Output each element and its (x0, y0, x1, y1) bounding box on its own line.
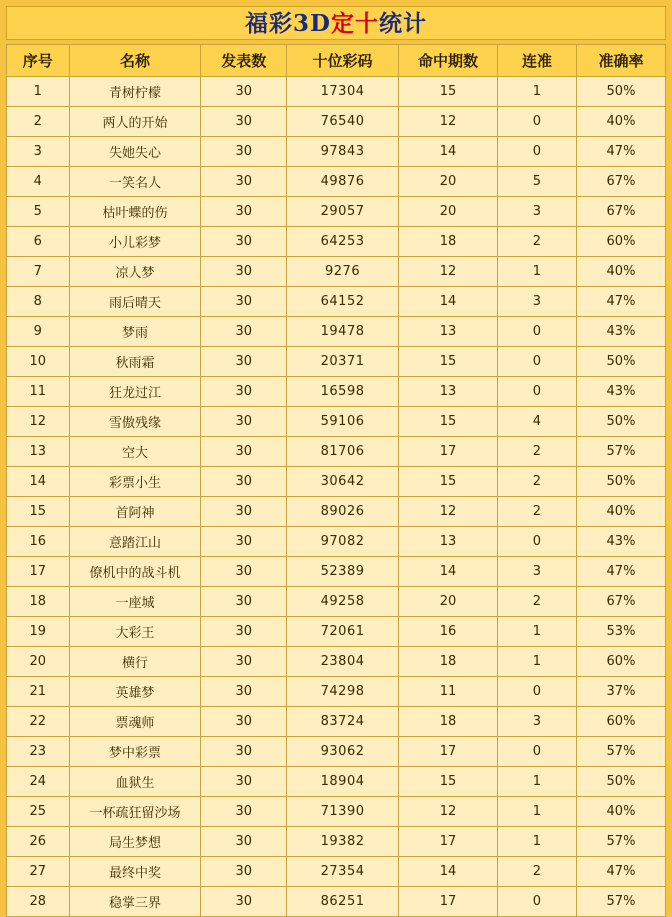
cell-name: 稳掌三界 (69, 887, 201, 917)
cell-streak: 0 (497, 677, 576, 707)
cell-publish-count: 30 (201, 677, 287, 707)
cell-name: 枯叶蝶的伤 (69, 197, 201, 227)
cell-tens-code: 86251 (287, 887, 399, 917)
table-row (7, 857, 666, 887)
cell-hit-periods: 18 (399, 227, 498, 257)
column-header-streak: 连准 (497, 45, 576, 77)
cell-index: 2 (7, 107, 70, 137)
cell-publish-count: 30 (201, 407, 287, 437)
cell-streak: 0 (497, 737, 576, 767)
table-row (7, 587, 666, 617)
cell-index: 11 (7, 377, 70, 407)
cell-tens-code: 49876 (287, 167, 399, 197)
page-title (245, 9, 427, 37)
cell-tens-code: 64253 (287, 227, 399, 257)
cell-tens-code: 74298 (287, 677, 399, 707)
table-row (7, 827, 666, 857)
cell-hit-periods: 15 (399, 467, 498, 497)
column-header-publish-count: 发表数 (201, 45, 287, 77)
column-header-tens-code: 十位彩码 (287, 45, 399, 77)
cell-hit-periods: 14 (399, 557, 498, 587)
cell-hit-periods: 17 (399, 827, 498, 857)
cell-publish-count: 30 (201, 137, 287, 167)
cell-streak: 2 (497, 497, 576, 527)
cell-streak: 0 (497, 377, 576, 407)
cell-accuracy: 50% (576, 407, 665, 437)
table-row (7, 257, 666, 287)
cell-publish-count: 30 (201, 257, 287, 287)
cell-tens-code: 27354 (287, 857, 399, 887)
cell-index: 17 (7, 557, 70, 587)
cell-publish-count: 30 (201, 557, 287, 587)
cell-accuracy: 43% (576, 377, 665, 407)
table-row (7, 737, 666, 767)
cell-name: 狂龙过江 (69, 377, 201, 407)
cell-tens-code: 18904 (287, 767, 399, 797)
title-prefix: 福彩3D (245, 9, 331, 37)
cell-accuracy: 50% (576, 467, 665, 497)
cell-accuracy: 67% (576, 587, 665, 617)
cell-tens-code: 30642 (287, 467, 399, 497)
cell-name: 票魂师 (69, 707, 201, 737)
cell-publish-count: 30 (201, 767, 287, 797)
cell-index: 10 (7, 347, 70, 377)
cell-accuracy: 40% (576, 797, 665, 827)
cell-index: 3 (7, 137, 70, 167)
table-row (7, 467, 666, 497)
cell-accuracy: 50% (576, 767, 665, 797)
cell-index: 18 (7, 587, 70, 617)
cell-streak: 5 (497, 167, 576, 197)
cell-hit-periods: 16 (399, 617, 498, 647)
cell-hit-periods: 12 (399, 797, 498, 827)
cell-tens-code: 29057 (287, 197, 399, 227)
cell-tens-code: 71390 (287, 797, 399, 827)
cell-accuracy: 60% (576, 227, 665, 257)
cell-accuracy: 40% (576, 257, 665, 287)
cell-streak: 4 (497, 407, 576, 437)
cell-name: 意踏江山 (69, 527, 201, 557)
cell-tens-code: 23804 (287, 647, 399, 677)
cell-publish-count: 30 (201, 77, 287, 107)
cell-hit-periods: 12 (399, 257, 498, 287)
cell-streak: 2 (497, 857, 576, 887)
cell-name: 雨后晴天 (69, 287, 201, 317)
table-row (7, 707, 666, 737)
cell-hit-periods: 17 (399, 737, 498, 767)
cell-accuracy: 57% (576, 827, 665, 857)
table-row (7, 197, 666, 227)
cell-accuracy: 53% (576, 617, 665, 647)
cell-accuracy: 60% (576, 647, 665, 677)
cell-accuracy: 67% (576, 167, 665, 197)
cell-streak: 1 (497, 257, 576, 287)
table-body (7, 77, 666, 917)
cell-tens-code: 97082 (287, 527, 399, 557)
cell-name: 一杯疏狂留沙场 (69, 797, 201, 827)
cell-hit-periods: 12 (399, 497, 498, 527)
cell-hit-periods: 13 (399, 317, 498, 347)
cell-index: 27 (7, 857, 70, 887)
cell-publish-count: 30 (201, 437, 287, 467)
cell-index: 23 (7, 737, 70, 767)
cell-hit-periods: 17 (399, 437, 498, 467)
cell-streak: 0 (497, 137, 576, 167)
table-row (7, 287, 666, 317)
cell-name: 一笑名人 (69, 167, 201, 197)
cell-tens-code: 49258 (287, 587, 399, 617)
table-row (7, 497, 666, 527)
cell-index: 15 (7, 497, 70, 527)
title-suffix: 统计 (378, 9, 427, 37)
cell-streak: 0 (497, 887, 576, 917)
cell-streak: 2 (497, 227, 576, 257)
cell-name: 小儿彩梦 (69, 227, 201, 257)
cell-publish-count: 30 (201, 827, 287, 857)
cell-tens-code: 72061 (287, 617, 399, 647)
cell-publish-count: 30 (201, 887, 287, 917)
cell-index: 5 (7, 197, 70, 227)
cell-streak: 1 (497, 827, 576, 857)
cell-hit-periods: 20 (399, 167, 498, 197)
cell-index: 6 (7, 227, 70, 257)
cell-tens-code: 93062 (287, 737, 399, 767)
cell-tens-code: 17304 (287, 77, 399, 107)
cell-streak: 1 (497, 617, 576, 647)
cell-name: 雪傲残缘 (69, 407, 201, 437)
table-row (7, 317, 666, 347)
cell-hit-periods: 20 (399, 587, 498, 617)
cell-hit-periods: 17 (399, 887, 498, 917)
cell-publish-count: 30 (201, 197, 287, 227)
table-row (7, 437, 666, 467)
cell-hit-periods: 13 (399, 377, 498, 407)
cell-index: 25 (7, 797, 70, 827)
cell-streak: 0 (497, 347, 576, 377)
cell-publish-count: 30 (201, 797, 287, 827)
table-header (7, 45, 666, 77)
cell-tens-code: 59106 (287, 407, 399, 437)
cell-name: 最终中奖 (69, 857, 201, 887)
table-row (7, 767, 666, 797)
cell-index: 26 (7, 827, 70, 857)
cell-tens-code: 97843 (287, 137, 399, 167)
cell-name: 局生梦想 (69, 827, 201, 857)
cell-publish-count: 30 (201, 587, 287, 617)
table-row (7, 77, 666, 107)
cell-name: 首阿神 (69, 497, 201, 527)
cell-accuracy: 57% (576, 737, 665, 767)
cell-accuracy: 43% (576, 317, 665, 347)
table-row (7, 347, 666, 377)
table-row (7, 227, 666, 257)
cell-index: 20 (7, 647, 70, 677)
cell-name: 梦雨 (69, 317, 201, 347)
cell-index: 13 (7, 437, 70, 467)
table-header-row (7, 45, 666, 77)
cell-index: 22 (7, 707, 70, 737)
cell-accuracy: 57% (576, 887, 665, 917)
cell-streak: 3 (497, 197, 576, 227)
cell-streak: 0 (497, 317, 576, 347)
cell-publish-count: 30 (201, 227, 287, 257)
cell-publish-count: 30 (201, 467, 287, 497)
cell-publish-count: 30 (201, 347, 287, 377)
cell-name: 血狱生 (69, 767, 201, 797)
cell-hit-periods: 20 (399, 197, 498, 227)
cell-name: 两人的开始 (69, 107, 201, 137)
cell-streak: 1 (497, 767, 576, 797)
cell-index: 1 (7, 77, 70, 107)
column-header-accuracy: 准确率 (576, 45, 665, 77)
cell-streak: 0 (497, 527, 576, 557)
cell-hit-periods: 15 (399, 407, 498, 437)
cell-publish-count: 30 (201, 167, 287, 197)
cell-publish-count: 30 (201, 317, 287, 347)
cell-name: 横行 (69, 647, 201, 677)
cell-index: 12 (7, 407, 70, 437)
cell-name: 凉人梦 (69, 257, 201, 287)
cell-hit-periods: 11 (399, 677, 498, 707)
cell-name: 僚机中的战斗机 (69, 557, 201, 587)
cell-streak: 1 (497, 797, 576, 827)
cell-publish-count: 30 (201, 617, 287, 647)
cell-hit-periods: 14 (399, 287, 498, 317)
cell-tens-code: 89026 (287, 497, 399, 527)
cell-tens-code: 16598 (287, 377, 399, 407)
table-row (7, 677, 666, 707)
cell-name: 秋雨霜 (69, 347, 201, 377)
cell-accuracy: 57% (576, 437, 665, 467)
cell-tens-code: 64152 (287, 287, 399, 317)
table-row (7, 137, 666, 167)
cell-name: 一座城 (69, 587, 201, 617)
column-header-hit-periods: 命中期数 (399, 45, 498, 77)
cell-index: 19 (7, 617, 70, 647)
cell-streak: 3 (497, 557, 576, 587)
cell-index: 28 (7, 887, 70, 917)
cell-accuracy: 50% (576, 347, 665, 377)
cell-hit-periods: 15 (399, 347, 498, 377)
column-header-name: 名称 (69, 45, 201, 77)
cell-accuracy: 67% (576, 197, 665, 227)
cell-accuracy: 37% (576, 677, 665, 707)
cell-hit-periods: 18 (399, 647, 498, 677)
table-row (7, 407, 666, 437)
table-row (7, 107, 666, 137)
cell-publish-count: 30 (201, 857, 287, 887)
cell-index: 7 (7, 257, 70, 287)
cell-tens-code: 52389 (287, 557, 399, 587)
cell-accuracy: 47% (576, 137, 665, 167)
cell-index: 8 (7, 287, 70, 317)
cell-hit-periods: 15 (399, 767, 498, 797)
cell-accuracy: 43% (576, 527, 665, 557)
cell-tens-code: 20371 (287, 347, 399, 377)
cell-hit-periods: 13 (399, 527, 498, 557)
cell-streak: 1 (497, 77, 576, 107)
cell-accuracy: 60% (576, 707, 665, 737)
table-row (7, 527, 666, 557)
cell-hit-periods: 14 (399, 137, 498, 167)
cell-publish-count: 30 (201, 287, 287, 317)
cell-publish-count: 30 (201, 737, 287, 767)
cell-index: 14 (7, 467, 70, 497)
table-row (7, 167, 666, 197)
cell-name: 青树柠檬 (69, 77, 201, 107)
cell-tens-code: 81706 (287, 437, 399, 467)
cell-streak: 3 (497, 287, 576, 317)
cell-hit-periods: 14 (399, 857, 498, 887)
cell-publish-count: 30 (201, 527, 287, 557)
cell-accuracy: 40% (576, 107, 665, 137)
table-row (7, 377, 666, 407)
cell-streak: 2 (497, 467, 576, 497)
cell-publish-count: 30 (201, 647, 287, 677)
table-row (7, 797, 666, 827)
cell-streak: 3 (497, 707, 576, 737)
cell-name: 英雄梦 (69, 677, 201, 707)
cell-streak: 0 (497, 107, 576, 137)
cell-accuracy: 47% (576, 857, 665, 887)
cell-accuracy: 40% (576, 497, 665, 527)
cell-tens-code: 19478 (287, 317, 399, 347)
page-title-bar (6, 6, 666, 40)
cell-tens-code: 19382 (287, 827, 399, 857)
cell-name: 大彩王 (69, 617, 201, 647)
column-header-index: 序号 (7, 45, 70, 77)
table-row (7, 887, 666, 917)
cell-streak: 1 (497, 647, 576, 677)
cell-index: 24 (7, 767, 70, 797)
table-row (7, 647, 666, 677)
cell-accuracy: 50% (576, 77, 665, 107)
cell-publish-count: 30 (201, 107, 287, 137)
cell-index: 16 (7, 527, 70, 557)
cell-index: 9 (7, 317, 70, 347)
cell-name: 彩票小生 (69, 467, 201, 497)
cell-accuracy: 47% (576, 287, 665, 317)
cell-streak: 2 (497, 437, 576, 467)
title-highlight: 定十 (330, 9, 379, 37)
statistics-table (6, 44, 666, 917)
cell-streak: 2 (497, 587, 576, 617)
cell-publish-count: 30 (201, 707, 287, 737)
cell-tens-code: 9276 (287, 257, 399, 287)
cell-hit-periods: 18 (399, 707, 498, 737)
cell-index: 21 (7, 677, 70, 707)
table-row (7, 557, 666, 587)
cell-publish-count: 30 (201, 497, 287, 527)
cell-accuracy: 47% (576, 557, 665, 587)
cell-tens-code: 76540 (287, 107, 399, 137)
table-row (7, 617, 666, 647)
cell-hit-periods: 12 (399, 107, 498, 137)
cell-tens-code: 83724 (287, 707, 399, 737)
cell-name: 空大 (69, 437, 201, 467)
cell-name: 失她失心 (69, 137, 201, 167)
cell-hit-periods: 15 (399, 77, 498, 107)
cell-name: 梦中彩票 (69, 737, 201, 767)
cell-index: 4 (7, 167, 70, 197)
cell-publish-count: 30 (201, 377, 287, 407)
